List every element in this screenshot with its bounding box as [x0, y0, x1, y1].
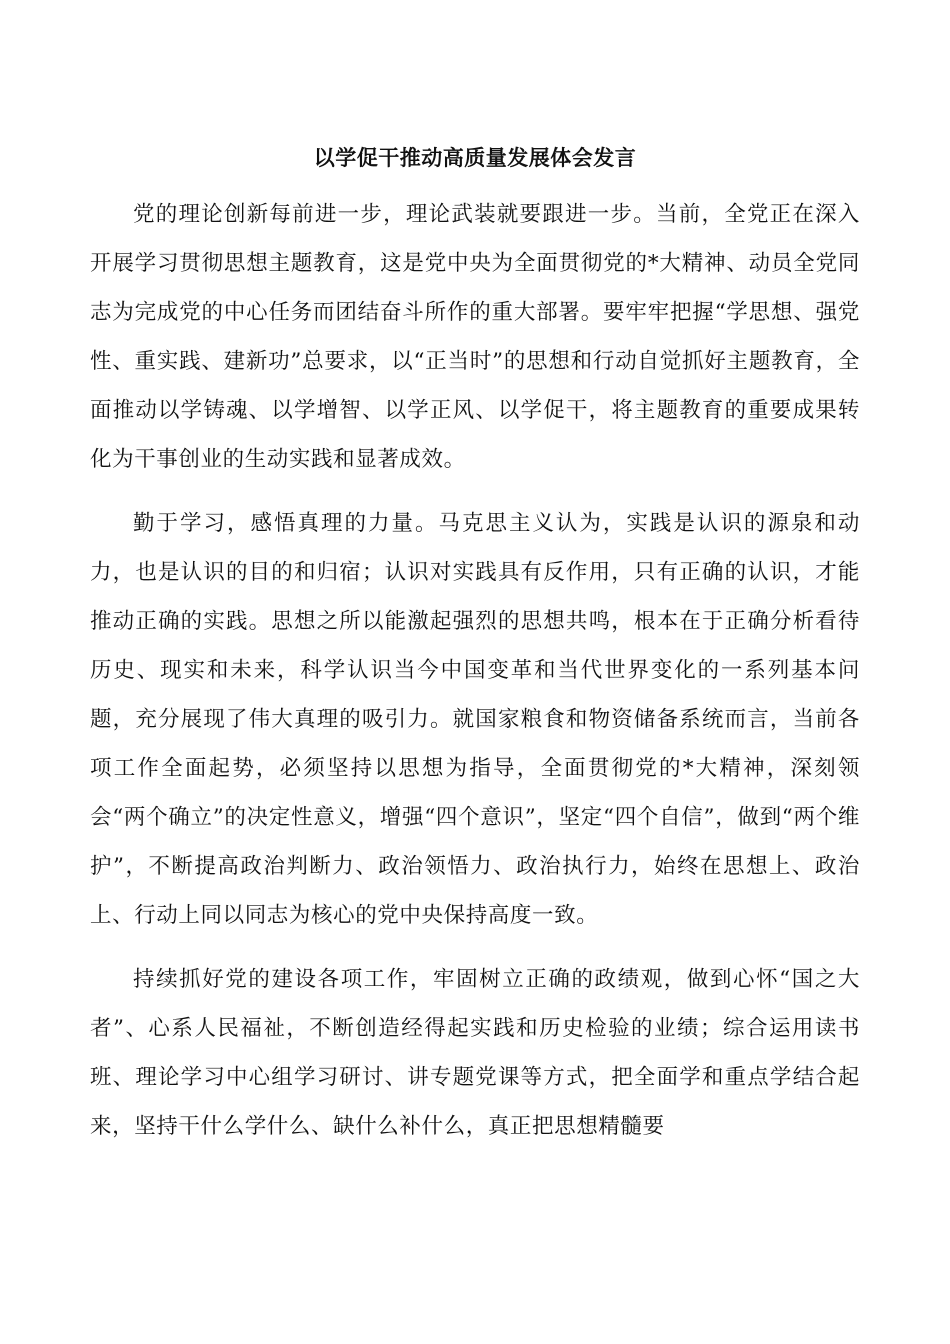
- paragraph-intro: 党的理论创新每前进一步，理论武装就要跟进一步。当前，全党正在深入开展学习贯彻思想主题教育，这是党中央为全面贯彻党的*大精神、动员全党同志为完成党的中心任务而团结奋斗所作的重大部署。要牢牢把握“学思想、强党性、重实践、建新功”总要求，以“正当时”的思想和行动自觉抓好主题教育，全面推动以学铸魂、以学增智、以学正风、以学促干，将主题教育的重要成果转化为干事创业的生动实践和显著成效。: [90, 202, 860, 472]
- document-body: [90, 190, 860, 1151]
- paragraph-study: 勤于学习，感悟真理的力量。马克思主义认为，实践是认识的源泉和动力，也是认识的目的和归宿；认识对实践具有反作用，只有正确的认识，才能推动正确的实践。思想之所以能激起强烈的思想共鸣，根本在于正确分析看待历史、现实和未来，科学认识当今中国变革和当代世界变化的一系列基本问题，充分展现了伟大真理的吸引力。就国家粮食和物资储备系统而言，当前各项工作全面起势，必须坚持以思想为指导，全面贯彻党的*大精神，深刻领会“两个确立”的决定性意义，增强“四个意识”，坚定“四个自信”，做到“两个维护”，不断提高政治判断力、政治领悟力、政治执行力，始终在思想上、政治上、行动上同以同志为核心的党中央保持高度一致。: [90, 511, 860, 928]
- paragraph-party-building: 持续抓好党的建设各项工作，牢固树立正确的政绩观，做到心怀“国之大者”、心系人民福祉，不断创造经得起实践和历史检验的业绩；综合运用读书班、理论学习中心组学习研讨、讲专题党课等方式，把全面学和重点学结合起来，坚持干什么学什么、缺什么补什么，真正把思想精髓要: [90, 967, 860, 1139]
- document-title: 以学促干推动高质量发展体会发言: [313, 145, 637, 170]
